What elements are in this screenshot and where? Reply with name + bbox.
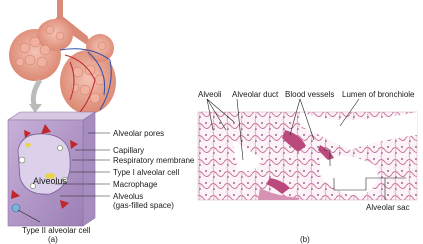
caption-panel-a: (a) [48, 235, 58, 244]
label-blood-vessels: Blood vessels [285, 90, 335, 99]
alveolar-cluster-illustration [9, 0, 116, 114]
label-alveolus-inner: Alveolus [33, 176, 68, 186]
label-type-ii-alveolar-cell: Type II alveolar cell [22, 226, 91, 235]
label-alveolar-sac: Alveolar sac [366, 203, 410, 212]
label-type-i-alveolar-cell: Type I alveolar cell [113, 168, 180, 177]
label-capillary: Capillary [113, 146, 145, 155]
label-alveolus-gas-filled: Alveolus (gas-filled space) [113, 192, 174, 210]
label-lumen-of-bronchiole: Lumen of bronchiole [342, 90, 415, 99]
label-alveolar-pores: Alveolar pores [113, 129, 165, 138]
alveolus-cross-section [8, 112, 95, 226]
label-alveoli: Alveoli [198, 90, 222, 99]
lung-micrograph [198, 112, 417, 200]
label-respiratory-membrane: Respiratory membrane [113, 156, 195, 165]
label-alveolar-duct: Alveolar duct [232, 90, 279, 99]
caption-panel-b: (b) [300, 235, 310, 244]
label-macrophage: Macrophage [113, 180, 158, 189]
